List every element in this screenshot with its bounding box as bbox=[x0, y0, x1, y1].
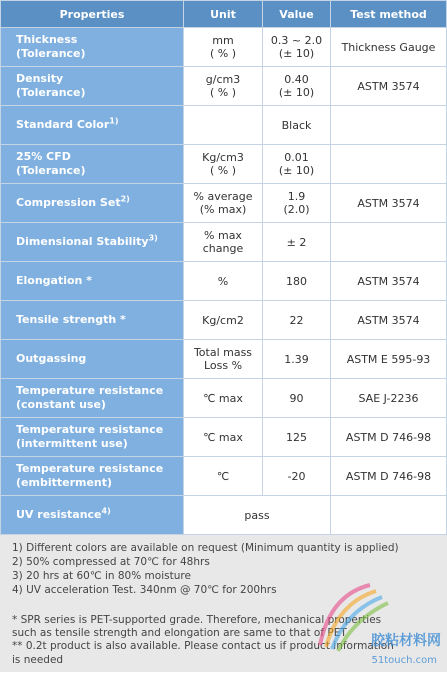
method-cell: ASTM 3574 bbox=[331, 67, 446, 105]
property-name: Elongation * bbox=[1, 262, 183, 300]
value-cell: ± 2 bbox=[263, 223, 330, 261]
table-row bbox=[1, 301, 446, 339]
table-row bbox=[1, 457, 446, 495]
table-row bbox=[1, 28, 446, 66]
footnote: * SPR series is PET-supported grade. Therefore, mechanical properties bbox=[12, 614, 382, 626]
method-cell bbox=[331, 145, 446, 183]
property-name: Density (Tolerance) bbox=[1, 67, 183, 105]
property-name: 25% CFD (Tolerance) bbox=[1, 145, 183, 183]
watermark-logo bbox=[300, 575, 447, 672]
unit-cell: ℃ max bbox=[184, 418, 262, 456]
value-cell: Black bbox=[263, 106, 330, 144]
table-row bbox=[1, 262, 446, 300]
table-row bbox=[1, 340, 446, 378]
table-row-uv bbox=[1, 496, 446, 534]
unit-cell: Kg/cm3 ( % ) bbox=[184, 145, 262, 183]
unit-cell: ℃ bbox=[184, 457, 262, 495]
table-row bbox=[1, 418, 446, 456]
footnote: 4) UV acceleration Test. 340nm @ 70℃ for 200hrs bbox=[12, 584, 277, 596]
header-value: Value bbox=[263, 1, 330, 27]
table-row bbox=[1, 106, 446, 144]
value-cell: 0.3 ~ 2.0 (± 10) bbox=[263, 28, 330, 66]
uv-value-cell: pass bbox=[184, 496, 330, 534]
table-row bbox=[1, 145, 446, 183]
method-cell: ASTM D 746-98 bbox=[331, 457, 446, 495]
unit-cell: % average (% max) bbox=[184, 184, 262, 222]
property-name: Temperature resistance (embitterment) bbox=[1, 457, 183, 495]
value-cell: 0.01 (± 10) bbox=[263, 145, 330, 183]
watermark-url: 51touch.com bbox=[371, 655, 437, 666]
property-name: Dimensional Stability$^{3)}$ bbox=[1, 223, 183, 261]
method-cell: SAE J-2236 bbox=[331, 379, 446, 417]
table-row bbox=[1, 184, 446, 222]
value-cell: 180 bbox=[263, 262, 330, 300]
header-unit: Unit bbox=[184, 1, 262, 27]
footnote: ** 0.2t product is also available. Please contact us if product information bbox=[12, 640, 394, 652]
footnote: 2) 50% compressed at 70℃ for 48hrs bbox=[12, 556, 210, 568]
value-cell: 1.9 (2.0) bbox=[263, 184, 330, 222]
method-cell: ASTM 3574 bbox=[331, 301, 446, 339]
property-name: Outgassing bbox=[1, 340, 183, 378]
unit-cell: ℃ max bbox=[184, 379, 262, 417]
value-cell: 22 bbox=[263, 301, 330, 339]
value-cell: 0.40 (± 10) bbox=[263, 67, 330, 105]
unit-cell bbox=[184, 106, 262, 144]
header-test-method: Test method bbox=[331, 1, 446, 27]
unit-cell: g/cm3 ( % ) bbox=[184, 67, 262, 105]
unit-cell: mm ( % ) bbox=[184, 28, 262, 66]
property-name: Temperature resistance (constant use) bbox=[1, 379, 183, 417]
method-cell: ASTM E 595-93 bbox=[331, 340, 446, 378]
value-cell: -20 bbox=[263, 457, 330, 495]
table-header-row bbox=[1, 1, 446, 27]
property-name: Standard Color$^{1)}$ bbox=[1, 106, 183, 144]
property-name: UV resistance$^{4)}$ bbox=[1, 496, 183, 534]
unit-cell: % max change bbox=[184, 223, 262, 261]
property-name: Thickness (Tolerance) bbox=[1, 28, 183, 66]
method-cell: ASTM D 746-98 bbox=[331, 418, 446, 456]
method-cell bbox=[331, 496, 446, 534]
footnote: 1) Different colors are available on request (Minimum quantity is applied) bbox=[12, 542, 399, 554]
value-cell: 125 bbox=[263, 418, 330, 456]
footnote: is needed bbox=[12, 654, 64, 666]
method-cell: ASTM 3574 bbox=[331, 184, 446, 222]
method-cell bbox=[331, 223, 446, 261]
property-name: Compression Set$^{2)}$ bbox=[1, 184, 183, 222]
property-name: Tensile strength * bbox=[1, 301, 183, 339]
method-cell bbox=[331, 106, 446, 144]
header-properties: Properties bbox=[1, 1, 183, 27]
unit-cell: % bbox=[184, 262, 262, 300]
property-name: Temperature resistance (intermittent use) bbox=[1, 418, 183, 456]
method-cell: Thickness Gauge bbox=[331, 28, 446, 66]
value-cell: 1.39 bbox=[263, 340, 330, 378]
value-cell: 90 bbox=[263, 379, 330, 417]
footnote: such as tensile strength and elongation are same to that of PET bbox=[12, 627, 347, 639]
method-cell: ASTM 3574 bbox=[331, 262, 446, 300]
table-row bbox=[1, 67, 446, 105]
footnote: 3) 20 hrs at 60℃ in 80% moisture bbox=[12, 570, 191, 582]
watermark-text: 胶粘材料网 bbox=[371, 633, 441, 649]
table-row bbox=[1, 223, 446, 261]
table-row bbox=[1, 379, 446, 417]
unit-cell: Total mass Loss % bbox=[184, 340, 262, 378]
unit-cell: Kg/cm2 bbox=[184, 301, 262, 339]
